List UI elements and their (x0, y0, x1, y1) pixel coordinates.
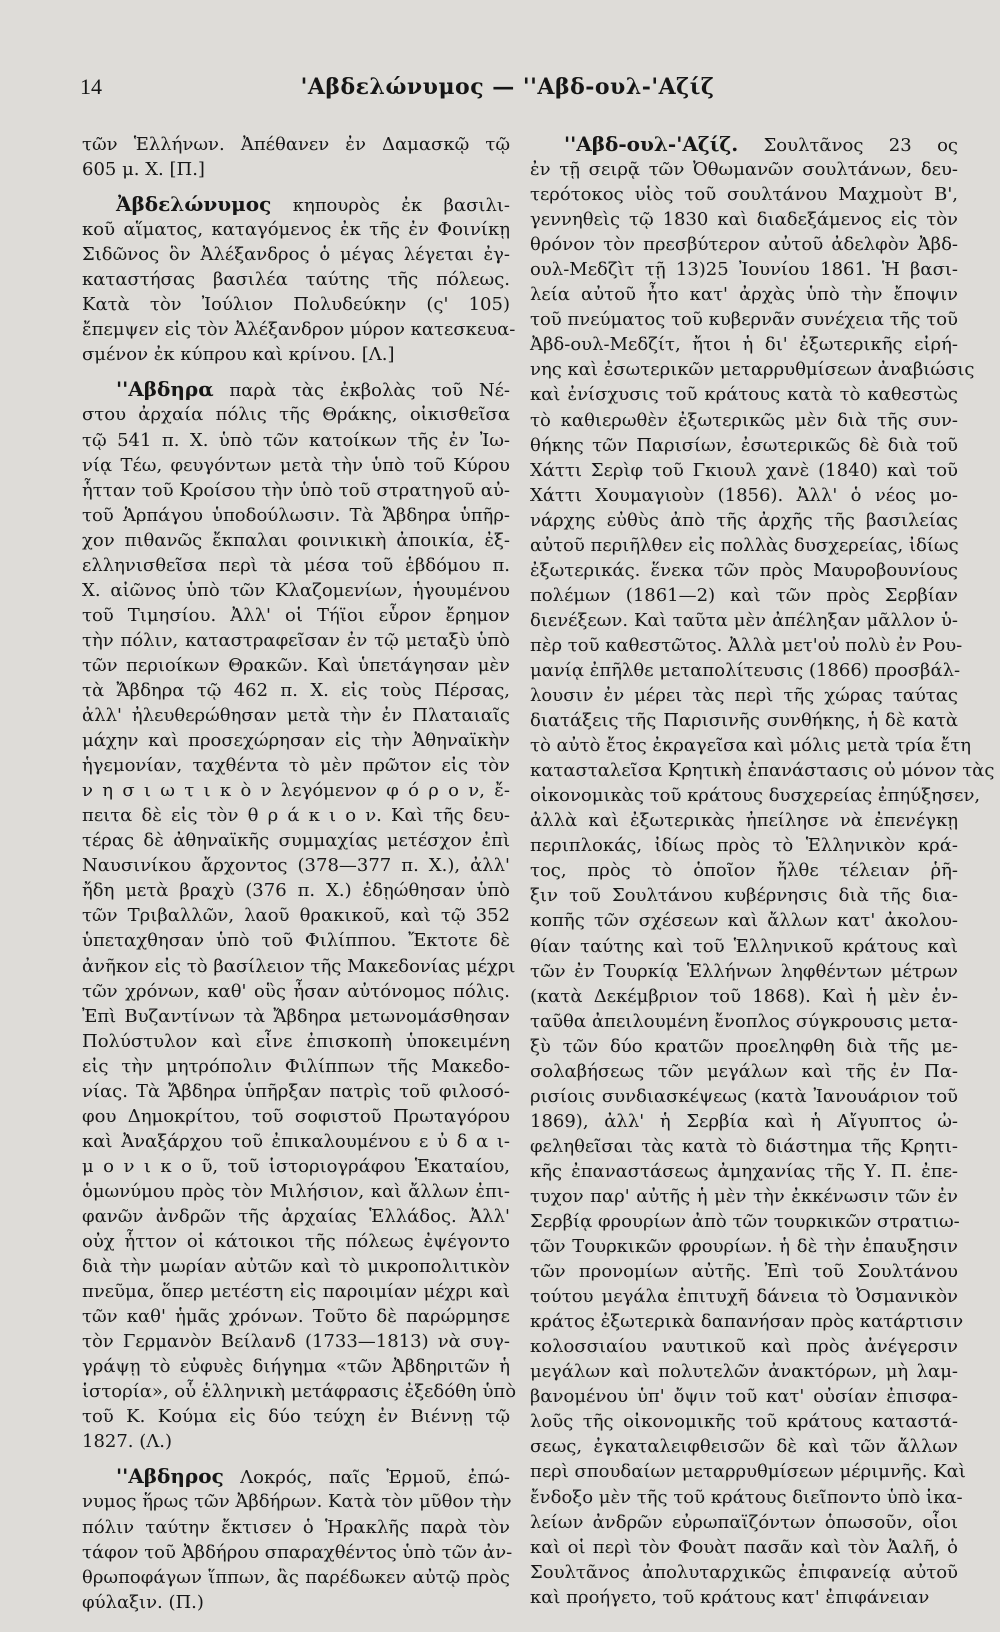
text-line (82, 1489, 510, 1514)
line-text: ἐν τῇ σειρᾷ τῶν Ὀθωμανῶν σουλτάνων, δευ- (530, 159, 958, 181)
line-text: ἀνῆκον εἰς τὸ βασίλειον τῆς Μακεδονίας μέχρι (82, 955, 516, 977)
line-text: ἐξωτερικάς. ἕνεκα τῶν πρὸς Μαυροβουνίους (530, 559, 958, 581)
text-line (530, 382, 958, 407)
text-line (530, 733, 972, 758)
text-line (530, 1059, 958, 1084)
entry-heading: ''Αβδ-ουλ-'Αζίζ. (564, 132, 739, 156)
line-text: ταῦθα ἀπειλουμένη ἔνοπλος σύγκρουσις μετα- (530, 1010, 958, 1032)
line-text: κατασταλεῖσα Κρητικὴ ἐπανάστασις οὐ μόνον τὰς (530, 760, 995, 782)
running-head (80, 74, 935, 108)
line-text: θρωποφάγων ἵππων, ἂς παρέδωκεν αὐτῷ πρὸς (82, 1566, 510, 1588)
line-text: φου Δημοκρίτου, τοῦ σοφιστοῦ Πρωταγόρου (82, 1105, 510, 1127)
text-line (530, 883, 958, 908)
line-text: 1827. (Λ.) (82, 1431, 173, 1453)
text-line (82, 528, 510, 553)
line-text: ουλ-Μεδζὶτ τῇ 13)25 Ἰουνίου 1861. Ἡ βασι- (530, 259, 958, 281)
text-line (530, 232, 958, 257)
line-text: περιπλοκάς, ἰδίως πρὸς τὸ Ἑλληνικὸν κρά- (530, 835, 958, 857)
line-text: πόλιν ταύτην ἔκτισεν ὁ Ἡρακλῆς παρὰ τὸν (82, 1516, 510, 1538)
text-line (82, 1515, 510, 1540)
line-text: (κατὰ Δεκέμβριον τοῦ 1868). Καὶ ἡ μὲν ἐν- (530, 985, 958, 1007)
line-text: Χ. αἰῶνος ὑπὸ τῶν Κλαζομενίων, ἡγουμένου (82, 579, 510, 601)
line-text: Σουλτᾶνος ἀπολυταρχικῶς ἐπιφανείᾳ αὐτοῦ (530, 1561, 958, 1583)
text-line (530, 1009, 958, 1034)
line-text: σεως, ἐγκαταλειφθεισῶν δὲ καὶ τῶν ἄλλων (530, 1436, 958, 1458)
line-text: θήκης τῶν Παρισίων, ἐσωτερικῶς δὲ διὰ τοῦ (530, 434, 958, 456)
line-text: τὸ καθιερωθὲν ἐξωτερικῶς μὲν διὰ τῆς συν- (530, 409, 958, 431)
line-text: καὶ οἱ περὶ τὸν Φουὰτ πασᾶν καὶ τὸν Ἀαλῆ, ὁ (530, 1536, 958, 1558)
line-text: τῶν χρόνων, καθ' οὓς ἦσαν αὐτόνομος πόλις. (82, 980, 510, 1002)
line-text: πειτα δὲ εἰς τὸν θ ρ ά κ ι ο ν. Καὶ τῆς δευ- (82, 805, 510, 827)
line-text: κοπῆς τῶν σχέσεων καὶ ἄλλων κατ' ἀκολου- (530, 910, 958, 932)
line-text: διατάξεις τῆς Παρισινῆς συνθήκης, ἡ δὲ κατὰ (530, 710, 958, 732)
line-text: κράτος ἐξωτερικὰ δαπανήσαν πρὸς κατάρτισιν (530, 1311, 964, 1333)
text-line (82, 1004, 510, 1029)
line-text: φανῶν ἀνδρῶν τῆς ἀρχαίας Ἑλλάδος. Ἀλλ' (82, 1205, 510, 1227)
line-text: τὸν Γερμανὸν Βείλανδ (1733—1813) νὰ συγ- (82, 1331, 510, 1353)
text-line (82, 728, 510, 753)
text-line (530, 934, 958, 959)
line-text: ἡγεμονίαν, ταχθέντα τὸ μὲν πρῶτον εἰς τὸν (82, 755, 510, 777)
line-text: νυμος ἥρως τῶν Ἀβδήρων. Κατὰ τὸν μῦθον τὴν (82, 1491, 512, 1513)
entry-heading: Ἀβδελώνυμος (116, 192, 272, 217)
line-text: 605 μ. Χ. [Π.] (82, 159, 205, 181)
line-text: Χάττι Σερὶφ τοῦ Γκιουλ χανὲ (1840) καὶ τοῦ (530, 459, 958, 481)
text-line (530, 458, 958, 483)
line-text: πνεῦμα, ὅπερ μετέστη εἰς παροιμίαν μέχρι καὶ (82, 1281, 510, 1303)
line-text: 1869), ἀλλ' ἡ Σερβία καὶ ἡ Αἴγυπτος ὠ- (530, 1110, 958, 1132)
text-line (530, 683, 958, 708)
line-text: χον πιθανῶς ἔκπαλαι φοινικικὴ ἀποικία, ἐξ- (82, 529, 510, 551)
text-line (530, 808, 958, 833)
line-text: Ἀβδ-ουλ-Μεδζίτ, ἤτοι ἡ δι' ἐξωτερικῆς εἰρή- (530, 334, 958, 356)
text-line (82, 828, 510, 853)
line-text: μανίᾳ ἐπῆλθε μεταπολίτευσις (1866) προσβάλ- (530, 659, 961, 681)
text-line (82, 1154, 510, 1179)
line-text: νάρχης εὐθὺς ἀπὸ τῆς ἀρχῆς τῆς βασιλείας (530, 509, 958, 531)
line-text: διὰ τὴν μωρίαν αὐτῶν καὶ τὸ μικροπολιτικὸν (82, 1256, 510, 1278)
text-line (82, 1204, 510, 1229)
line-text: σολαβήσεως τῶν μεγάλων καὶ τῆς ἐν Πα- (530, 1060, 958, 1082)
line-text: καὶ ἐνίσχυσις τοῦ κράτους κατὰ τὸ καθεστὼς (530, 384, 958, 406)
text-line (82, 503, 510, 528)
running-head-title: 'Αβδελώνυμος — ''Αβδ-ουλ-'Αζίζ (300, 74, 715, 100)
line-text: ξιν τοῦ Σουλτάνου κυβέρνησις διὰ τῆς δια- (530, 885, 958, 907)
text-line (530, 157, 958, 182)
text-line (82, 578, 510, 603)
text-line (530, 282, 958, 307)
text-line (530, 608, 958, 633)
line-text: ξὺ τῶν δύο κρατῶν προεληφθη διὰ τῆς με- (530, 1035, 958, 1057)
line-text: Σιδῶνος ὃν Ἀλέξανδρος ὁ μέγας λέγεται ἐγ- (82, 244, 510, 266)
text-line (82, 402, 510, 427)
line-text: βανομένου ὑπ' ὄψιν τοῦ κατ' οὐσίαν ἐπισφα- (530, 1386, 958, 1408)
line-text: ἔπεμψεν εἰς τὸν Ἀλέξανδρον μύρον κατεσκευα- (82, 319, 516, 341)
text-line (530, 357, 975, 382)
line-text: Σουλτᾶνος 23 ος (763, 135, 958, 156)
line-text: ἧτταν τοῦ Κροίσου τὴν ὑπὸ τοῦ στρατηγοῦ αὐ- (82, 479, 510, 501)
text-line (530, 1560, 958, 1585)
text-line (82, 1054, 510, 1079)
text-line (82, 1354, 510, 1379)
text-line (82, 1590, 510, 1615)
line-text: αὐτοῦ περιῆλθεν εἰς πολλὰς δυσχερείας, ἰδίως (530, 534, 959, 556)
text-line (82, 377, 510, 402)
paragraph-gap (82, 367, 510, 377)
text-line (82, 1404, 510, 1429)
text-line (82, 1565, 510, 1590)
text-line (530, 583, 958, 608)
line-text: ὑπεταχθησαν ὑπὸ τοῦ Φιλίππου. Ἔκτοτε δὲ (82, 930, 510, 952)
text-line (530, 1334, 958, 1359)
line-text: Χάττι Χουμαγιοὺν (1856). Ἀλλ' ὁ νέος μο- (530, 484, 958, 506)
text-line (530, 908, 958, 933)
line-text: τὸ αὐτὸ ἔτος ἐκραγεῖσα καὶ μόλις μετὰ τρία ἔτη (530, 735, 972, 757)
line-text: καὶ Ἀναξάρχου τοῦ ἐπικαλουμένου ε ὐ δ α ι- (82, 1130, 510, 1152)
line-text: τῶν καθ' ἡμᾶς χρόνων. Τοῦτο δὲ παρώρμησε (82, 1306, 510, 1328)
line-text: Ἐπὶ Βυζαντίνων τὰ Ἄβδηρα μετωνομάσθησαν (82, 1005, 510, 1027)
text-line (82, 803, 510, 828)
text-line (530, 1234, 958, 1259)
right-column (530, 132, 995, 1608)
line-text: καὶ προήγετο, τοῦ κράτους κατ' ἐπιφάνειαν (530, 1586, 930, 1608)
text-line (530, 858, 958, 883)
text-line (530, 1034, 958, 1059)
text-line (530, 1384, 958, 1409)
text-line (82, 1229, 510, 1254)
text-line (82, 1029, 510, 1054)
line-text: φεληθεῖσαι τὰς κατὰ τὸ διάστημα τῆς Κρητι- (530, 1135, 958, 1157)
text-line (82, 928, 510, 953)
text-line (530, 182, 958, 207)
text-line (82, 478, 510, 503)
text-line (530, 307, 958, 332)
line-text: νίᾳ Τέω, φευγόντων μετὰ τὴν ὑπὸ τοῦ Κύρου (82, 454, 510, 476)
text-line (530, 433, 958, 458)
line-text: λουσιν ἐν μέρει τὰς περὶ τῆς χώρας ταύτας (530, 685, 958, 707)
text-line (530, 1159, 958, 1184)
text-line (530, 508, 958, 533)
line-text: τῷ 541 π. Χ. ὑπὸ τῶν κατοίκων τῆς ἐν Ἰω- (82, 429, 510, 451)
text-line (82, 192, 510, 217)
line-text: τάφον τοῦ Ἀβδήρου σπαραχθέντος ὑπὸ τῶν ἀν- (82, 1541, 513, 1563)
text-line (82, 903, 510, 928)
line-text: πὲρ τοῦ καθεστῶτος. Ἀλλὰ μετ'οὐ πολὺ ἐν Ρου- (530, 634, 963, 656)
text-line (530, 959, 958, 984)
paragraph-gap (82, 182, 510, 192)
text-line (82, 979, 510, 1004)
line-text: κολοσσιαίου ναυτικοῦ καὶ πρὸς ἀνέγερσιν (530, 1336, 958, 1358)
text-line (82, 317, 516, 342)
line-text: φύλαξιν. (Π.) (82, 1591, 204, 1613)
left-column (82, 132, 517, 1613)
text-line (530, 658, 961, 683)
line-text: ἀλλ' ἠλευθερώθησαν μετὰ τὴν ἐν Πλαταιαῖς (82, 705, 510, 727)
text-line (530, 533, 958, 558)
line-text: τυχον παρ' αὐτῆς ἡ μὲν τὴν ἐκκένωσιν τῶν ἐν (530, 1185, 958, 1207)
text-line (82, 1379, 517, 1404)
text-line (82, 1540, 513, 1565)
text-line (82, 954, 516, 979)
text-line (530, 1510, 958, 1535)
text-line (82, 1279, 510, 1304)
text-line (530, 257, 958, 282)
line-text: κῆς ἐπαναστάσεως ἀμηχανίας τῆς Υ. Π. ἐπε- (530, 1160, 958, 1182)
line-text: μεγάλων καὶ πολυτελῶν ἀνακτόρων, μὴ λαμ- (530, 1361, 958, 1383)
line-text: τῶν Τουρκικῶν φρουρίων. ἡ δὲ τὴν ἐπαυξησιν (530, 1236, 958, 1258)
text-line (530, 1134, 958, 1159)
text-line (82, 132, 510, 157)
line-text: λεία αὐτοῦ ἦτο κατ' ἀρχὰς ὑπὸ τὴν ἔποψιν (530, 284, 958, 306)
line-text: γεννηθεὶς τῷ 1830 καὶ διαδεξάμενος εἰς τὸν (530, 209, 958, 231)
line-text: νης καὶ ἐσωτερικῶν μεταρρυθμίσεων ἀναβιώσις (530, 359, 975, 381)
line-text: διενέξεων. Καὶ ταῦτα μὲν ἀπέληξαν μᾶλλον ὑ- (530, 609, 958, 631)
text-line (530, 1184, 958, 1209)
text-line (82, 778, 510, 803)
text-line (82, 878, 510, 903)
line-text: λείων ἀνδρῶν εὐρωπαϊζόντων ὁπωσοῦν, οἷοι (530, 1511, 958, 1533)
line-text: τῶν Τριβαλλῶν, λαοῦ θρακικοῦ, καὶ τῷ 352 (82, 905, 510, 927)
line-text: τῶν ἐν Τουρκίᾳ Ἑλλήνων ληφθέντων μέτρων (530, 960, 958, 982)
line-text: ελληνισθεῖσα περὶ τὰ μέσα τοῦ ἑβδόμου π. (82, 554, 510, 576)
text-line (530, 1359, 958, 1384)
text-line (530, 984, 958, 1009)
line-text: κηπουρὸς ἐκ βασιλι- (292, 195, 510, 217)
line-text: τοῦ Ἁρπάγου ὑποδούλωσιν. Τὰ Ἄβδηρα ὑπῆρ- (82, 504, 510, 526)
text-line (82, 1254, 510, 1279)
line-text: τερότοκος υἱὸς τοῦ σουλτάνου Μαχμοὺτ Β', (530, 184, 958, 206)
line-text: τῶν περιοίκων Θρακῶν. Καὶ ὑπετάγησαν μὲν (82, 654, 510, 676)
text-line (530, 1309, 964, 1334)
line-text: σμένον ἐκ κύπρου καὶ κρίνου. [Λ.] (82, 344, 395, 366)
page-number: 14 (80, 74, 102, 99)
text-line (82, 703, 510, 728)
line-text: θίαν ταύτης καὶ τοῦ Ἑλληνικοῦ κράτους καὶ (530, 935, 958, 957)
line-text: τος, πρὸς τὸ ὁποῖον ἤλθε τέλειαν ῥῆ- (530, 860, 958, 882)
text-line (82, 1329, 510, 1354)
line-text: θρόνον τὸν πρεσβύτερον αὐτοῦ ἀδελφὸν Ἀβδ- (530, 234, 958, 256)
line-text: μάχην καὶ προσεχώρησαν εἰς τὴν Ἀθηναϊκὴν (82, 730, 510, 752)
line-text: ν η σ ι ω τ ι κ ὸ ν λεγόμενον φ ό ρ ο ν, ἔ- (82, 780, 510, 802)
text-line (82, 428, 510, 453)
text-line (530, 483, 958, 508)
line-text: καταστήσας βασιλέα ταύτης τῆς πόλεως. (82, 269, 510, 291)
paragraph-gap (82, 1454, 510, 1464)
line-text: Σερβίᾳ φρουρίων ἀπὸ τῶν τουρκικῶν στρατιω- (530, 1211, 960, 1233)
text-line (530, 708, 958, 733)
text-line (82, 1179, 510, 1204)
text-line (82, 267, 510, 292)
entry-heading: ''Αβδηρα (116, 377, 214, 402)
line-text: οὐχ ἧττον οἱ κάτοικοι τῆς πόλεως ἐψέγοντο (82, 1231, 510, 1253)
text-line (82, 678, 510, 703)
line-text: τὰ Ἄβδηρα τῷ 462 π. Χ. εἰς τοὺς Πέρσας, (82, 679, 510, 701)
text-line (82, 553, 510, 578)
text-line (82, 1429, 510, 1454)
text-line (530, 833, 958, 858)
text-line (82, 1304, 510, 1329)
text-line (530, 132, 958, 157)
text-line (530, 1209, 958, 1234)
line-text: εἰς τὴν μητρόπολιν Φιλίππων τῆς Μακεδο- (82, 1055, 510, 1077)
line-text: οἰκονομικὰς τοῦ κράτους δυσχερείας ἐπηύξησεν, (530, 785, 981, 807)
line-text: ἱστορία», οὗ ἑλληνικὴ μετάφρασις ἐξεδόθη ὑπὸ (82, 1381, 517, 1403)
text-line (530, 1084, 958, 1109)
line-text: τὴν πόλιν, καταστραφεῖσαν ἐν τῷ μεταξὺ ὑπὸ (82, 629, 510, 651)
text-line (530, 1259, 958, 1284)
line-text: Πολύστυλον καὶ εἶνε ἐπισκοπὴ ὑποκειμένη (82, 1030, 510, 1052)
line-text: τῶν προνομίων αὐτῆς. Ἐπὶ τοῦ Σουλτάνου (530, 1261, 958, 1283)
text-line (530, 1535, 958, 1560)
text-line (82, 853, 510, 878)
text-line (82, 628, 510, 653)
line-text: τοῦ Κ. Κούμα εἰς δύο τεύχη ἐν Βιέννῃ τῷ (82, 1406, 510, 1428)
text-line (530, 783, 981, 808)
line-text: τοῦ πνεύματος τοῦ κυβερνᾶν συνέχεια τῆς τοῦ (530, 309, 958, 331)
text-line (82, 653, 510, 678)
entry-heading: ''Αβδηρος (116, 1464, 224, 1489)
line-text: νίας. Τὰ Ἄβδηρα ὑπῆρξαν πατρὶς τοῦ φιλοσό- (82, 1080, 510, 1102)
line-text: στου ἀρχαία πόλις τῆς Θράκης, οἰκισθεῖσα (82, 404, 510, 426)
text-line (82, 1464, 510, 1489)
text-line (82, 1129, 510, 1154)
line-text: Λοκρός, παῖς Ἑρμοῦ, ἐπώ- (240, 1467, 510, 1489)
line-text: πολέμων (1861—2) καὶ τῶν πρὸς Σερβίαν (530, 584, 958, 606)
line-text: ὁμωνύμου πρὸς τὸν Μιλήσιον, καὶ ἄλλων ἐπι- (82, 1180, 510, 1202)
line-text: παρὰ τὰς ἐκβολὰς τοῦ Νέ- (229, 380, 510, 402)
text-line (530, 408, 958, 433)
text-line (530, 758, 995, 783)
text-line (530, 332, 958, 357)
line-text: Ναυσινίκου ἄρχοντος (378—377 π. Χ.), ἀλλ' (82, 855, 510, 877)
text-line (530, 1284, 958, 1309)
text-line (82, 242, 510, 267)
line-text: λοῦς τῆς οἰκονομικῆς τοῦ κράτους καταστά- (530, 1411, 958, 1433)
text-line (530, 1409, 958, 1434)
line-text: τοῦ Τιμησίου. Ἀλλ' οἱ Τήϊοι εὗρον ἔρημον (82, 604, 510, 626)
text-line (82, 217, 510, 242)
text-line (82, 453, 510, 478)
text-line (82, 603, 510, 628)
line-text: μ ο ν ι κ ο ῦ, τοῦ ἱστοριογράφου Ἑκαταίου, (82, 1155, 510, 1177)
line-text: ἀλλὰ καὶ ἐξωτερικὰς ἠπείλησε νὰ ἐπενέγκῃ (530, 810, 958, 832)
text-line (530, 207, 958, 232)
text-line (82, 342, 510, 367)
text-line (530, 558, 958, 583)
text-line (530, 1485, 963, 1510)
text-line (82, 1079, 510, 1104)
text-line (530, 1434, 958, 1459)
line-text: τέρας δὲ ἀθηναϊκῆς συμμαχίας μετέσχον ἐπὶ (82, 830, 510, 852)
line-text: ρισίοις συνδιασκέψεως (κατὰ Ἰανουάριον τοῦ (530, 1085, 958, 1107)
text-line (82, 292, 510, 317)
text-line (82, 157, 510, 182)
line-text: Κατὰ τὸν Ἰούλιον Πολυδεύκην (ς' 105) (82, 294, 510, 316)
text-line (530, 1585, 958, 1610)
line-text: κοῦ αἵματος, καταγόμενος ἐκ τῆς ἐν Φοινίκῃ (82, 219, 510, 241)
text-line (530, 633, 963, 658)
line-text: περὶ σπουδαίων μεταρρυθμίσεων μέριμνῆς. Καὶ (530, 1461, 966, 1483)
line-text: ἤδη μετὰ βραχὺ (376 π. Χ.) ἐδῃώθησαν ὑπὸ (82, 880, 510, 902)
line-text: τῶν Ἑλλήνων. Ἀπέθανεν ἐν Δαμασκῷ τῷ (82, 134, 510, 155)
text-line (82, 753, 510, 778)
text-line (82, 1104, 510, 1129)
line-text: τούτου μεγάλα ἐπιτυχῆ δάνεια τὸ Ὀσμανικὸν (530, 1286, 958, 1308)
line-text: γράψῃ τὸ εὐφυὲς διήγημα «τῶν Ἀβδηριτῶν ἡ (82, 1356, 510, 1378)
text-line (530, 1109, 958, 1134)
text-line (530, 1459, 966, 1484)
line-text: ἔνδοξο μὲν τῆς τοῦ κράτους διεῖποντο ὑπὸ ἱκα- (530, 1486, 963, 1508)
